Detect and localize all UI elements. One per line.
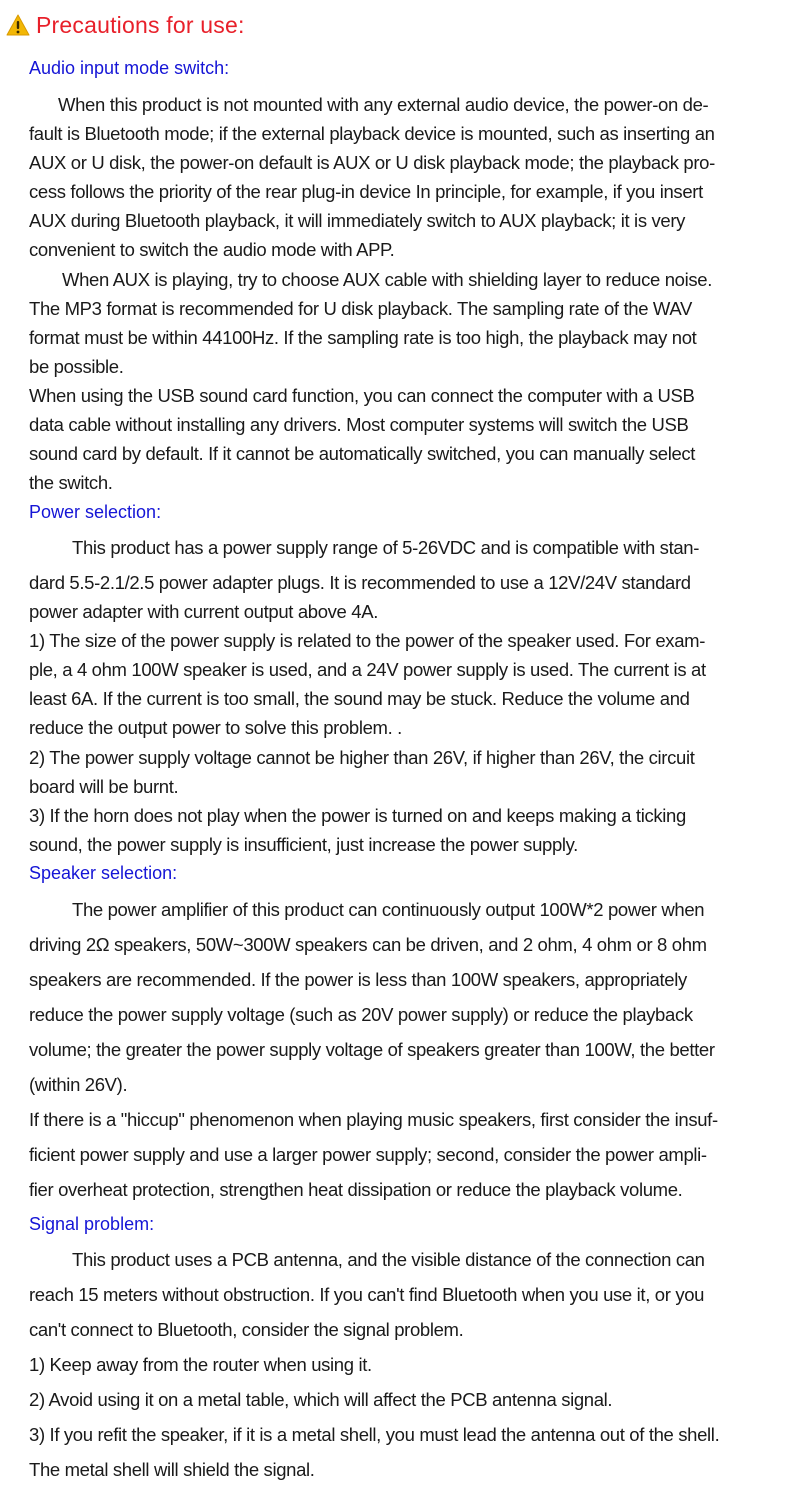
paragraph-line: This product uses a PCB antenna, and the visible distance of the connection can [72, 1249, 705, 1270]
warning-icon [6, 14, 30, 36]
section-title-power: Power selection: [29, 502, 162, 522]
paragraph-line: When AUX is playing, try to choose AUX cable with shielding layer to reduce noise. [62, 269, 712, 290]
paragraph-line: When using the USB sound card function, you can connect the computer with a USB [29, 385, 695, 406]
paragraph-line: fier overheat protection, strengthen heat dissipation or reduce the playback volume. [29, 1179, 683, 1200]
paragraph-line: driving 2Ω speakers, 50W~300W speakers can be driven, and 2 ohm, 4 ohm or 8 ohm [29, 934, 707, 955]
paragraph-line: sound, the power supply is insufficient, just increase the power supply. [29, 834, 578, 855]
paragraph-line: be possible. [29, 356, 124, 377]
paragraph-line: convenient to switch the audio mode with APP. [29, 239, 395, 260]
paragraph-line: ficient power supply and use a larger power supply; second, consider the power ampli- [29, 1144, 707, 1165]
paragraph-line: data cable without installing any drivers. Most computer systems will switch the USB [29, 414, 689, 435]
paragraph-line: least 6A. If the current is too small, the sound may be stuck. Reduce the volume and [29, 688, 690, 709]
paragraph-line: 3) If you refit the speaker, if it is a metal shell, you must lead the antenna out of the shell. [29, 1424, 720, 1445]
section-title-signal: Signal problem: [29, 1214, 155, 1234]
paragraph-line: AUX or U disk, the power-on default is AUX or U disk playback mode; the playback pro- [29, 152, 715, 173]
paragraph-line: volume; the greater the power supply voltage of speakers greater than 100W, the better [29, 1039, 715, 1060]
paragraph-line: 1) The size of the power supply is related to the power of the speaker used. For exam- [29, 630, 706, 651]
paragraph-line: can't connect to Bluetooth, consider the signal problem. [29, 1319, 464, 1340]
page-title: Precautions for use: [36, 11, 245, 38]
paragraph-line: reduce the power supply voltage (such as 20V power supply) or reduce the playback [29, 1004, 693, 1025]
section-title-speaker: Speaker selection: [29, 863, 178, 883]
paragraph-line: (within 26V). [29, 1074, 128, 1095]
paragraph-line: reduce the output power to solve this problem. . [29, 717, 402, 738]
paragraph-line: dard 5.5-2.1/2.5 power adapter plugs. It is recommended to use a 12V/24V standard [29, 572, 691, 593]
paragraph-line: 2) The power supply voltage cannot be higher than 26V, if higher than 26V, the circuit [29, 747, 695, 768]
paragraph-line: reach 15 meters without obstruction. If you can't find Bluetooth when you use it, or you [29, 1284, 705, 1305]
paragraph-line: ple, a 4 ohm 100W speaker is used, and a 24V power supply is used. The current is at [29, 659, 706, 680]
paragraph-line: The metal shell will shield the signal. [29, 1459, 315, 1480]
paragraph-line: cess follows the priority of the rear plug-in device In principle, for example, if you insert [29, 181, 703, 202]
paragraph-line: If there is a "hiccup" phenomenon when playing music speakers, first consider the insuf- [29, 1109, 718, 1130]
section-title-audio: Audio input mode switch: [29, 58, 230, 78]
paragraph-line: power adapter with current output above 4A. [29, 601, 379, 622]
paragraph-line: This product has a power supply range of 5-26VDC and is compatible with stan- [72, 537, 700, 558]
paragraph-line: sound card by default. If it cannot be automatically switched, you can manually select [29, 443, 696, 464]
header [6, 10, 245, 40]
paragraph-line: 1) Keep away from the router when using it. [29, 1354, 372, 1375]
paragraph-line: When this product is not mounted with any external audio device, the power-on de- [58, 94, 709, 115]
paragraph-line: 3) If the horn does not play when the power is turned on and keeps making a ticking [29, 805, 686, 826]
paragraph-line: The power amplifier of this product can continuously output 100W*2 power when [72, 899, 705, 920]
paragraph-line: 2) Avoid using it on a metal table, which will affect the PCB antenna signal. [29, 1389, 613, 1410]
paragraph-line: AUX during Bluetooth playback, it will immediately switch to AUX playback; it is very [29, 210, 686, 231]
paragraph-line: the switch. [29, 472, 113, 493]
paragraph-line: speakers are recommended. If the power is less than 100W speakers, appropriately [29, 969, 687, 990]
paragraph-line: format must be within 44100Hz. If the sampling rate is too high, the playback may not [29, 327, 697, 348]
paragraph-line: fault is Bluetooth mode; if the external playback device is mounted, such as inserting an [29, 123, 715, 144]
paragraph-line: board will be burnt. [29, 776, 179, 797]
paragraph-line: The MP3 format is recommended for U disk playback. The sampling rate of the WAV [29, 298, 692, 319]
